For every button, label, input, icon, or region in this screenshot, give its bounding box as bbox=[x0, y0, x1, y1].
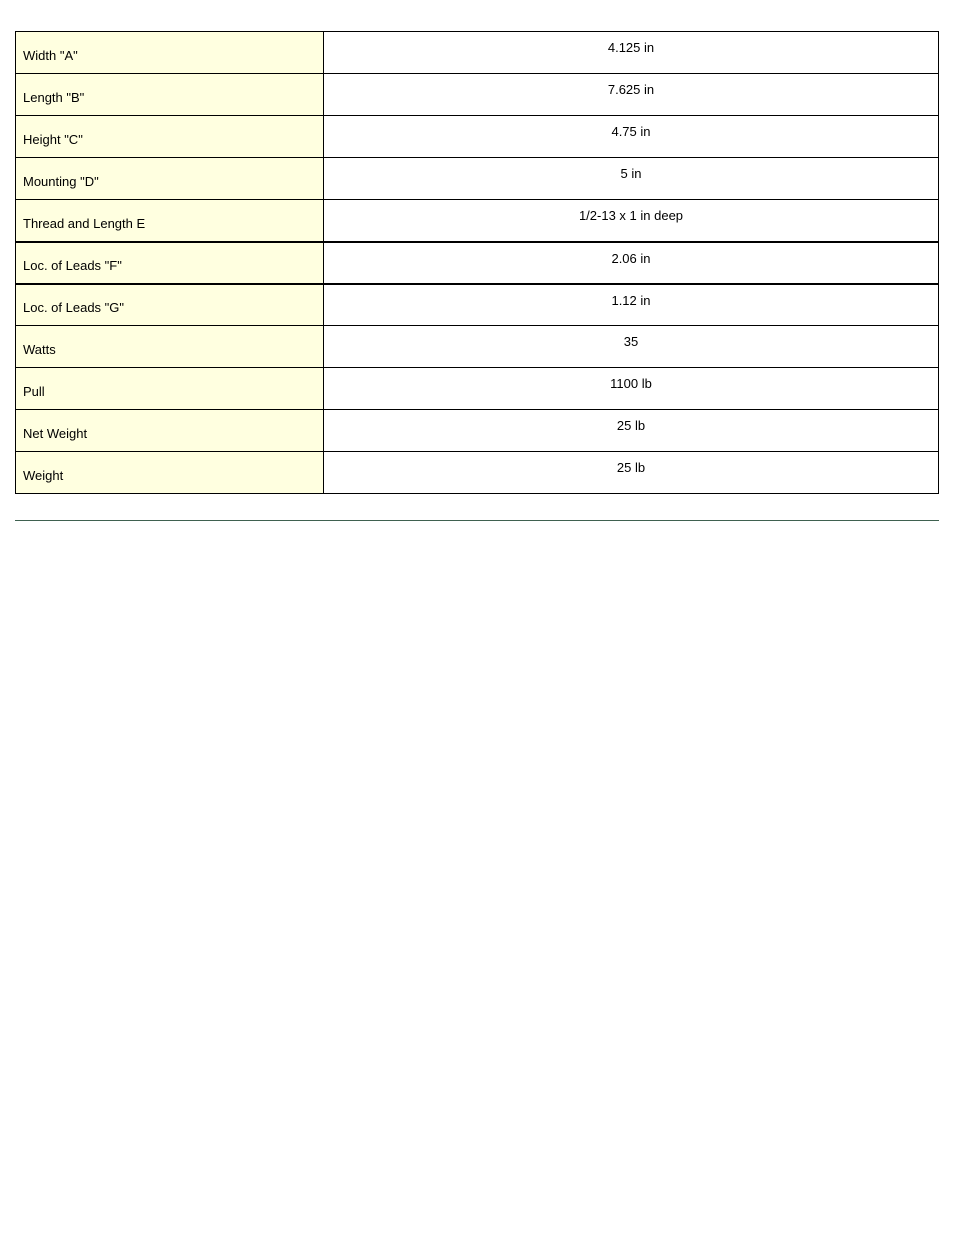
spec-label: Loc. of Leads "G" bbox=[16, 284, 324, 326]
spec-label: Length "B" bbox=[16, 74, 324, 116]
table-row bbox=[16, 242, 939, 284]
spec-label: Watts bbox=[16, 326, 324, 368]
table-row bbox=[16, 200, 939, 242]
table-row bbox=[16, 284, 939, 326]
spec-label: Height "C" bbox=[16, 116, 324, 158]
table-row bbox=[16, 368, 939, 410]
spec-label: Thread and Length E bbox=[16, 200, 324, 242]
spec-value: 35 bbox=[324, 326, 939, 368]
spec-label: Loc. of Leads "F" bbox=[16, 242, 324, 284]
table-row bbox=[16, 158, 939, 200]
spec-value: 4.75 in bbox=[324, 116, 939, 158]
spec-value: 4.125 in bbox=[324, 32, 939, 74]
horizontal-divider bbox=[15, 520, 939, 521]
table-row bbox=[16, 116, 939, 158]
table-row bbox=[16, 452, 939, 494]
spec-label: Width "A" bbox=[16, 32, 324, 74]
spec-value: 2.06 in bbox=[324, 242, 939, 284]
spec-value: 25 lb bbox=[324, 410, 939, 452]
spec-value: 5 in bbox=[324, 158, 939, 200]
table-row bbox=[16, 410, 939, 452]
spec-value: 1100 lb bbox=[324, 368, 939, 410]
spec-value: 1.12 in bbox=[324, 284, 939, 326]
spec-value: 7.625 in bbox=[324, 74, 939, 116]
spec-label: Pull bbox=[16, 368, 324, 410]
spec-value: 1/2-13 x 1 in deep bbox=[324, 200, 939, 242]
spec-table bbox=[15, 31, 939, 494]
table-row bbox=[16, 326, 939, 368]
spec-value: 25 lb bbox=[324, 452, 939, 494]
spec-label: Weight bbox=[16, 452, 324, 494]
table-row bbox=[16, 74, 939, 116]
table-row bbox=[16, 32, 939, 74]
spec-label: Net Weight bbox=[16, 410, 324, 452]
spec-label: Mounting "D" bbox=[16, 158, 324, 200]
